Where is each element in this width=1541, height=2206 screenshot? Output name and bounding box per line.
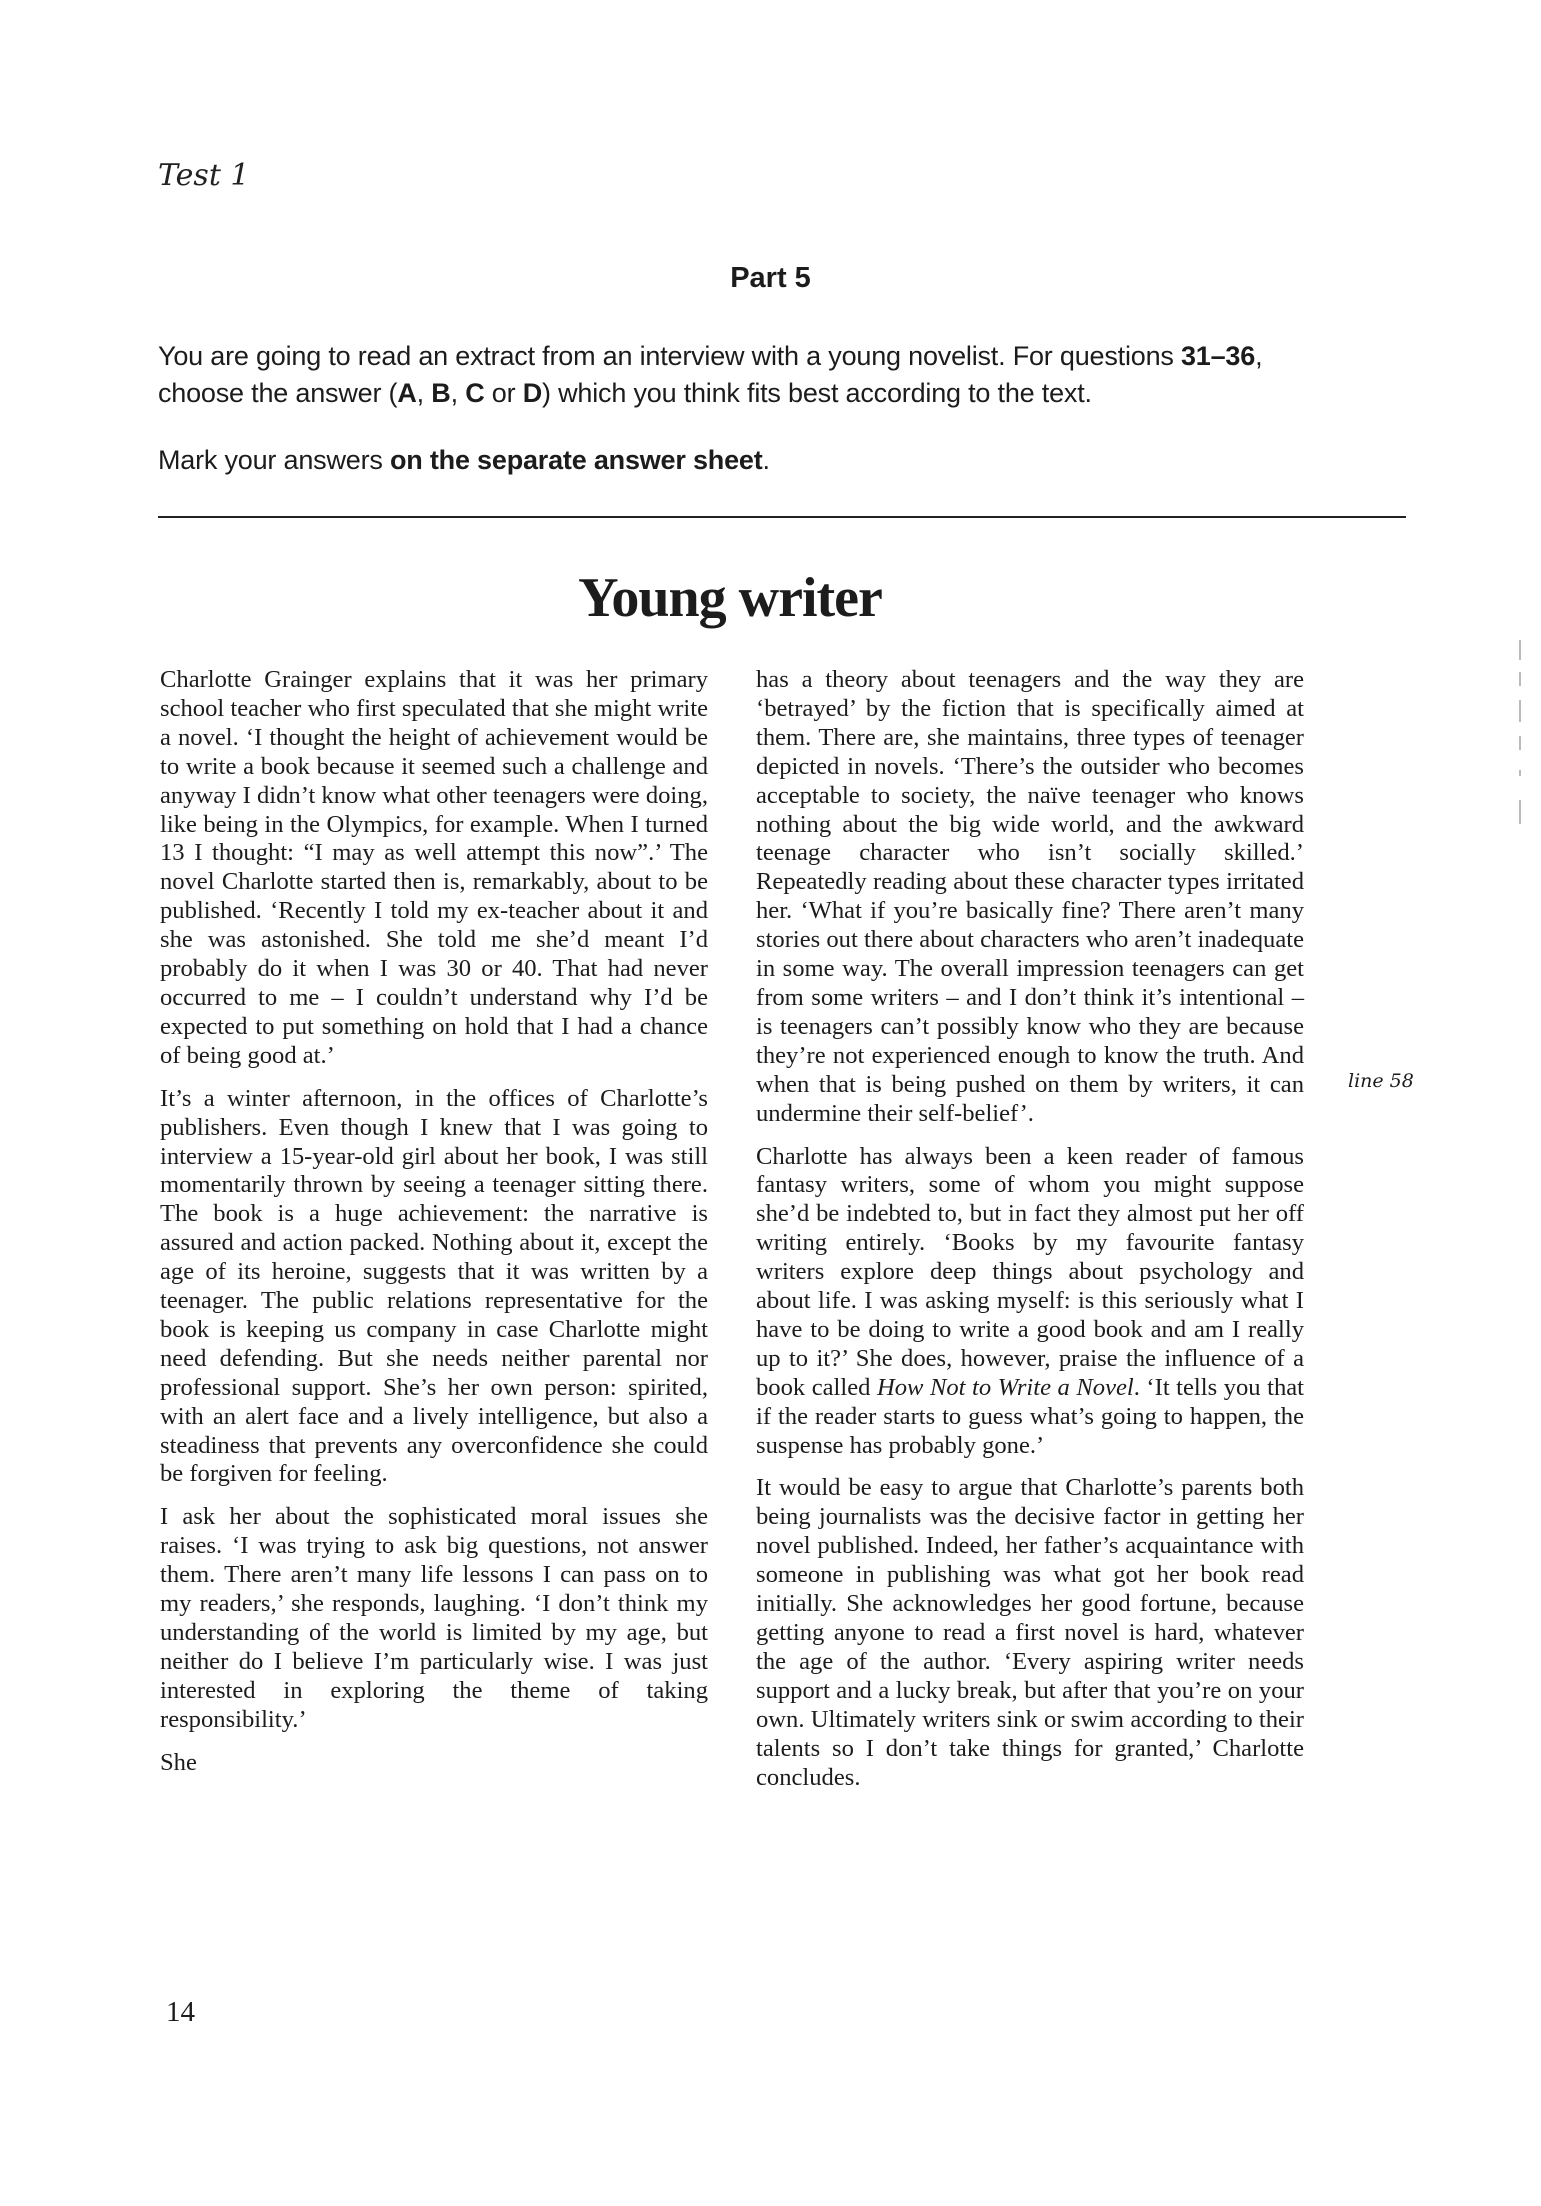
instruction-line <box>158 338 1418 375</box>
option-letter-b: B <box>431 378 451 408</box>
article-paragraph: Charlotte Grainger explains that it was her primary school teacher who first speculated that she might write a novel. ‘I thought the height of achievement would be to write a book because it seemed such a challenge and anyway I didn’t know what other teenagers were doing, like being in the Olympics, for example. When I turned 13 I thought: “I may as well attempt this now”.’ The novel Charlotte started then is, remarkably, about to be published. ‘Recently I told my ex-teacher about it and she was astonished. She told me she’d meant I’d probably do it when I was 30 or 40. That had never occurred to me – I couldn’t understand why I’d be expected to put something on hold that I had a chance of being good at.’ <box>160 666 708 1069</box>
instruction-text: You are going to read an extract from an interview with a young novelist. For questions <box>158 341 1181 371</box>
option-letter-c: C <box>465 378 485 408</box>
paragraph-text: . ‘It tells you that if the reader starts to guess what’s going to happen, the suspense has probably gone.’ <box>756 1373 1305 1459</box>
instruction-text: , <box>1255 341 1263 371</box>
instruction-text: , <box>450 378 466 408</box>
margin-mark <box>1519 770 1521 776</box>
article-paragraph: I ask her about the sophisticated moral issues she raises. ‘I was trying to ask big questions, not answer them. There aren’t many life lessons I can pass on to my readers,’ she responds, laughing. ‘I don’t think my understanding of the world is limited by my age, but neither do I believe I’m particularly wise. I was just interested in exploring the theme of taking responsibility.’ <box>160 1503 708 1733</box>
article-column-right <box>756 666 1304 1806</box>
article-paragraph-continued: has a theory about teenagers and the way they are ‘betrayed’ by the fiction that is specifically aimed at them. There are, she maintains, three types of teenager depicted in novels. ‘There’s the outsider who becomes acceptable to society, the naïve teenager who knows nothing about the big wide world, and the awkward teenage character who isn’t socially skilled.’ Repeatedly reading about these character types irritated her. ‘What if you’re basically fine? There aren’t many stories out there about characters who aren’t inadequate in some way. The overall impression teenagers can get from some writers – and I don’t think it’s intentional – is teenagers can’t possibly know who they are because they’re not experienced enough to know the truth. And when that is being pushed on them by writers, it can undermine their self-belief’. <box>756 666 1304 1127</box>
running-head: Test 1 <box>158 158 250 193</box>
option-letter-d: D <box>522 378 543 408</box>
instruction-text: , <box>416 378 432 408</box>
article-title: Young writer <box>578 567 882 629</box>
article-paragraph <box>756 1143 1304 1461</box>
question-range: 31–36 <box>1180 341 1256 371</box>
horizontal-rule <box>158 516 1406 518</box>
page-number: 14 <box>166 1996 195 2028</box>
article-paragraph: It would be easy to argue that Charlotte’s parents both being journalists was the decisive factor in getting her novel published. Indeed, her father’s acquaintance with someone in publishing was what got her book read initially. She acknowledges her good fortune, because getting anyone to read a first novel is hard, whatever the age of the author. ‘Every aspiring writer needs support and a lucky break, but after that you’re on your own. Ultimately writers sink or swim according to their talents so I don’t take things for granted,’ Charlotte concludes. <box>756 1474 1304 1791</box>
instruction-text: Mark your answers <box>158 445 390 475</box>
book-title: How Not to Write a Novel <box>876 1373 1134 1401</box>
article-paragraph: It’s a winter afternoon, in the offices of Charlotte’s publishers. Even though I knew that I was going to interview a 15-year-old girl about her book, I was still momentarily thrown by seeing a teenager sitting there. The book is a huge achievement: the narrative is assured and action packed. Nothing about it, except the age of its heroine, suggests that it was written by a teenager. The public relations representative for the book is keeping us company in case Charlotte might need defending. But she needs neither parental nor professional support. She’s her own person: spirited, with an alert face and a lively intelligence, but also a steadiness that prevents any overconfidence she could be forgiven for feeling. <box>160 1084 708 1488</box>
instruction-text: ) which you think fits best according to the text. <box>542 378 1092 408</box>
instruction-text: or <box>484 378 523 408</box>
margin-mark <box>1519 700 1521 722</box>
article-column-left <box>160 666 708 1778</box>
margin-mark <box>1519 672 1521 686</box>
margin-mark <box>1519 800 1521 824</box>
instruction-text: choose the answer ( <box>158 378 398 408</box>
margin-mark <box>1519 736 1521 750</box>
mark-answers-line <box>158 442 1418 479</box>
paragraph-text: Charlotte has always been a keen reader of famous fantasy writers, some of whom you might suppose she’d be indebted to, but in fact they almost put her off writing entirely. ‘Books by my favourite fantasy writers explore deep things about psychology and about life. I was asking myself: is this seriously what I have to be doing to write a good book and am I really up to it?’ She does, however, praise the influence of a book called <box>756 1142 1304 1401</box>
part-heading: Part 5 <box>730 262 811 294</box>
instruction-line <box>158 375 1418 412</box>
option-letter-a: A <box>397 378 417 408</box>
line-reference-marker: line 58 <box>1348 1070 1414 1092</box>
instructions <box>158 338 1418 479</box>
answer-sheet-emphasis: on the separate answer sheet <box>389 445 763 475</box>
article-paragraph: She <box>160 1748 197 1776</box>
instruction-text: . <box>762 445 770 475</box>
margin-mark <box>1519 640 1521 660</box>
